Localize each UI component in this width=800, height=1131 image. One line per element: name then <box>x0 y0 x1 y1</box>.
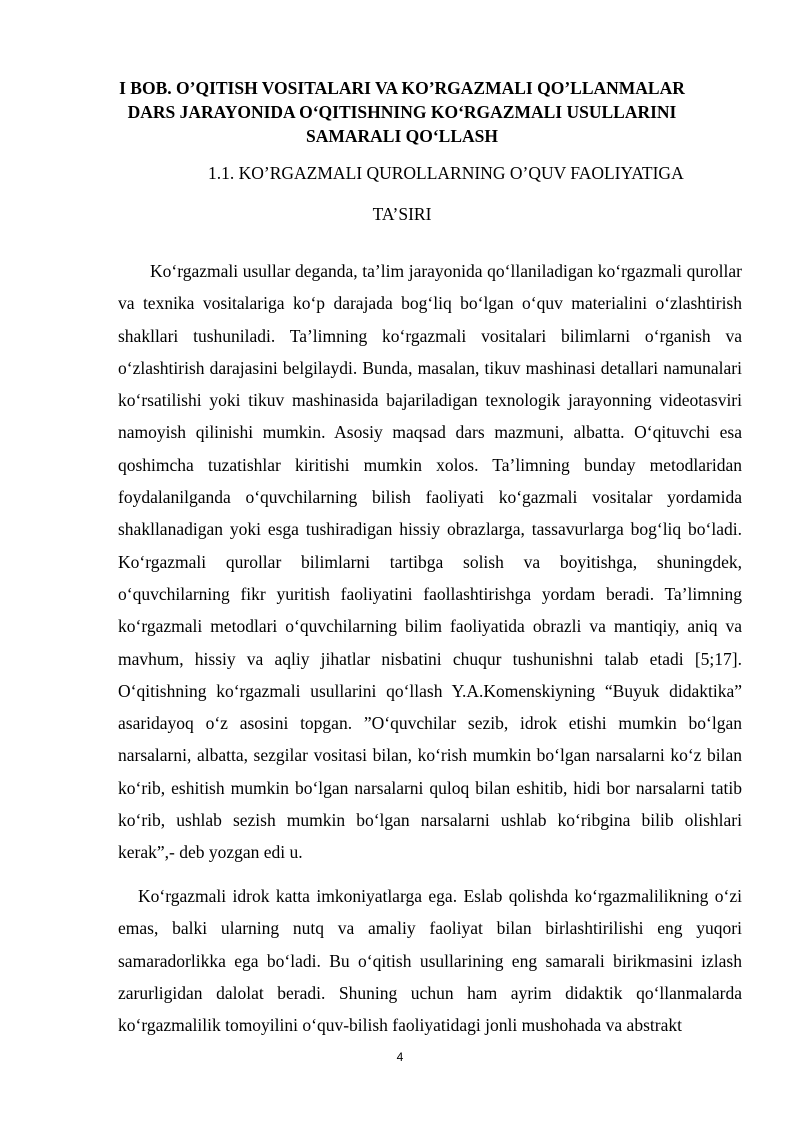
body-paragraph-1: Ko‘rgazmali usullar deganda, ta’lim jarayonida qo‘llaniladigan ko‘rgazmali qurollar va texnika vositalariga ko‘p darajada bog‘liq bo‘lgan o‘quv materialini o‘zlashtirish shakllari tushuniladi. Ta’limning ko‘rgazmali vositalari bilimlarni o‘rganish va o‘zlashtirish darajasini belgilaydi. Bunda, masalan, tikuv mashinasi detallari namunalari ko‘rsatilishi yoki tikuv mashinasida bajariladigan texnologik jarayonning videotasviri namoyish qilinishi mumkin. Asosiy maqsad dars mazmuni, albatta. O‘qituvchi esa qoshimcha tuzatishlar kiritishi mumkin xolos. Ta’limning bunday metodlaridan foydalanilganda o‘quvchilarning bilish faoliyati ko‘gazmali vositalar yordamida shakllanadigan yoki esga tushiradigan hissiy obrazlarga, tassavurlarga bog‘liq bo‘ladi. Ko‘rgazmali qurollar bilimlarni tartibga solish va boyitishga, shuningdek, o‘quvchilarning fikr yuritish faoliyatini faollashtirishga yordam beradi. Ta’limning ko‘rgazmali metodlari o‘quvchilarning bilim faoliyatida obrazli va mantiqiy, aniq va mavhum, hissiy va aqliy jihatlar nisbatini chuqur tushunishni talab etadi [5;17]. O‘qitishning ko‘rgazmali usullarini qo‘llash Y.A.Komenskiyning “Buyuk didaktika” asaridayoq o‘z asosini topgan. ”O‘quvchilar sezib, idrok etishi mumkin bo‘lgan narsalarni, albatta, sezgilar vositasi bilan, ko‘rish mumkin bo‘lgan narsalarni ko‘z bilan ko‘rib, eshitish mumkin bo‘lgan narsalarni quloq bilan eshitib, hidi bor narsalarni tatib ko‘rib, ushlab sezish mumkin bo‘lgan narsalarni ushlab ko‘ribgina bilib olishlari kerak”,- deb yozgan edi u. <box>118 261 742 863</box>
section-title-line-2: TA’SIRI <box>372 204 432 224</box>
body-paragraph-2: Ko‘rgazmali idrok katta imkoniyatlarga ega. Eslab qolishda ko‘rgazmalilikning o‘zi emas, balki ularning nutq va amaliy faoliyat bilan birlashtirilishi eng yuqori samaradorlikka ega bo‘ladi. Bu o‘qitish usullarining eng samarali birikmasini izlash zarurligidan dalolat beradi. Shuning uchun ham ayrim didaktik qo‘llanmalarda ko‘rgazmalilik tomoyilini o‘quv-bilish faoliyatidagi jonli mushohada va abstrakt <box>118 886 742 1036</box>
page-number: 4 <box>396 1050 404 1064</box>
section-title-line-1: 1.1. KO’RGAZMALI QUROLLARNING O’QUV FAOLIYATIGA <box>208 163 684 183</box>
section-title <box>110 161 694 226</box>
chapter-title: I BOB. O’QITISH VOSITALARI VA KO’RGAZMALI QO’LLANMALAR DARS JARAYONIDA O‘QITISHNING KO‘RGAZMALI USULLARINI SAMARALI QO‘LLASH <box>119 78 685 146</box>
